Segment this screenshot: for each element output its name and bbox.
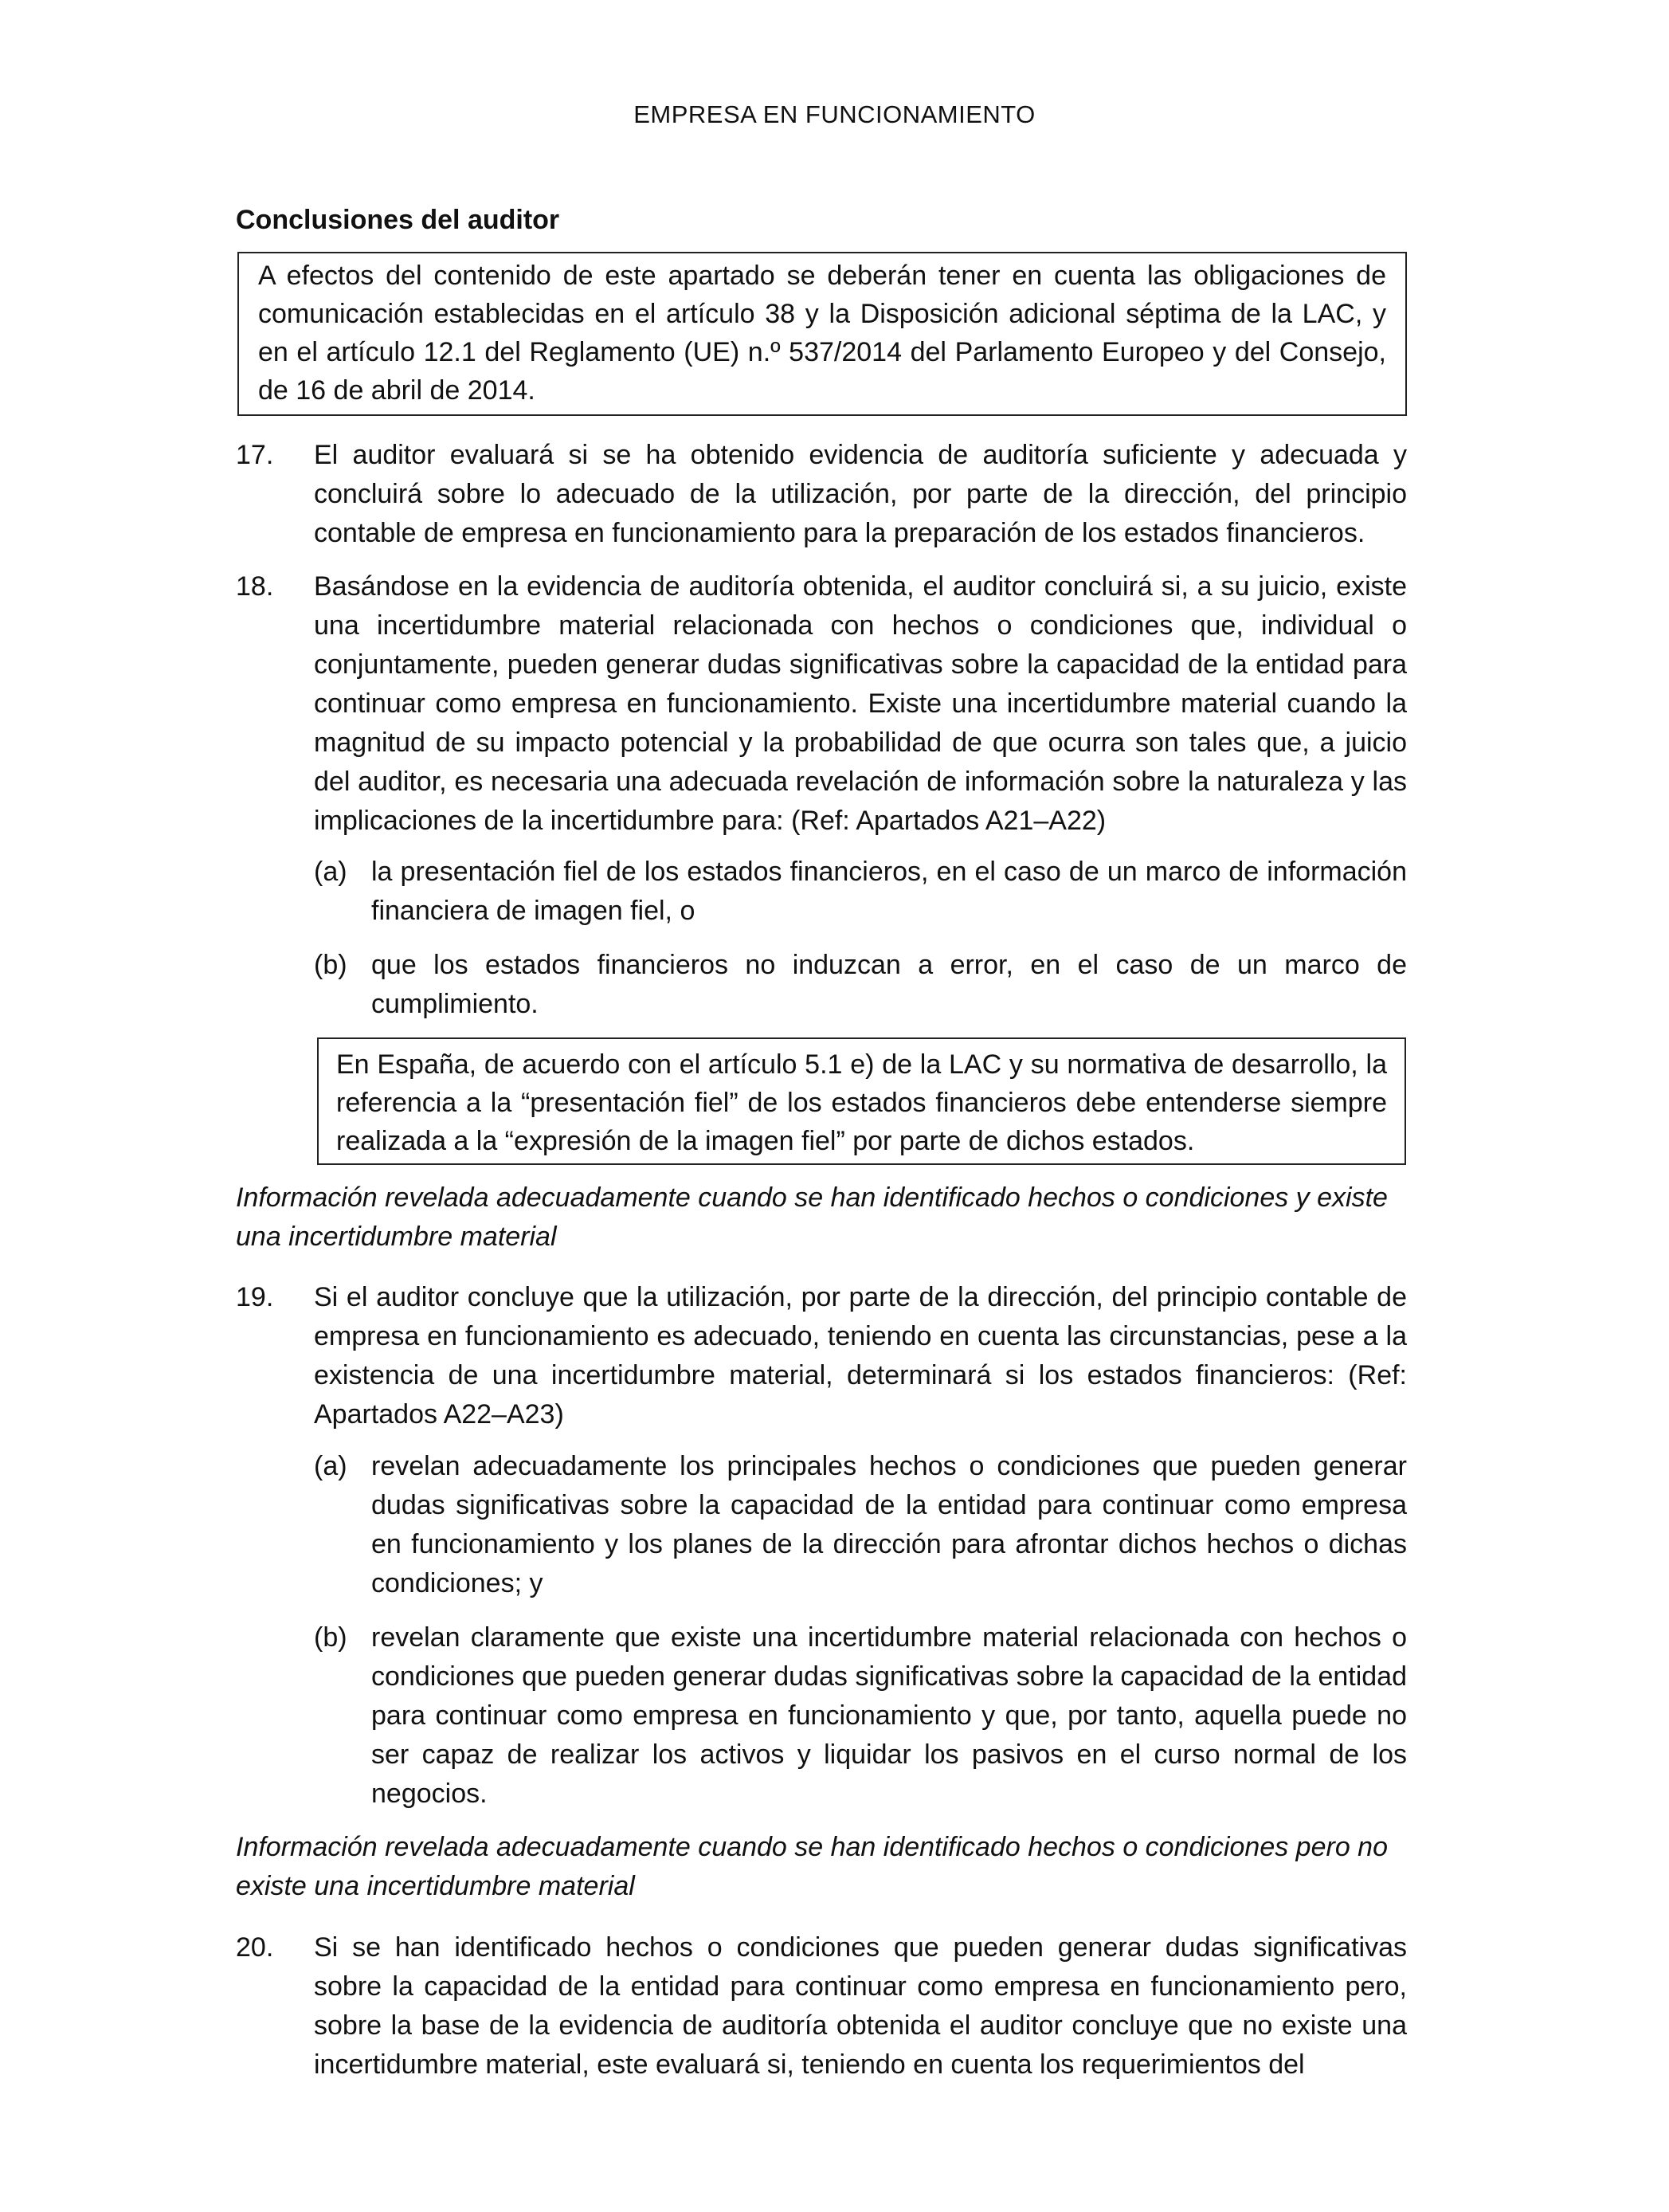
item-label: (b): [314, 950, 347, 980]
paragraph-19-item-b: [314, 1618, 1407, 1814]
paragraph-18-item-b: [314, 946, 1407, 1024]
subsection-heading-no-material-uncertainty: Información revelada adecuadamente cuando se han identificado hechos o condiciones pero no existe una incertidumbre material: [236, 1832, 1388, 1901]
paragraph-18-item-a: [314, 853, 1407, 931]
paragraph-text: El auditor evaluará si se ha obtenido evidencia de auditoría suficiente y adecuada y concluirá sobre lo adecuado de la utilización, por parte de la dirección, del principio contable de empresa en funcionamiento para la preparación de los estados financieros.: [314, 440, 1407, 548]
paragraph-19: [236, 1278, 1407, 1434]
section-title: Conclusiones del auditor: [236, 205, 560, 235]
paragraph-number: 19.: [236, 1282, 274, 1312]
item-text: revelan claramente que existe una incertidumbre material relacionada con hechos o condiciones que pueden generar dudas significativas sobre la capacidad de la entidad para continuar como empresa en funcionamiento y que, por tanto, aquella puede no ser capaz de realizar los activos y liquidar los pasivos en el curso normal de los negocios.: [371, 1622, 1407, 1809]
paragraph-text: Si se han identificado hechos o condiciones que pueden generar dudas significativas sobre la capacidad de la entidad para continuar como empresa en funcionamiento pero, sobre la base de la evidencia de auditoría obtenida el auditor concluye que no existe una incertidumbre material, este evaluará si, teniendo en cuenta los requerimientos del: [314, 1932, 1407, 2080]
item-label: (a): [314, 857, 347, 887]
item-text: que los estados financieros no induzcan a error, en el caso de un marco de cumplimiento.: [371, 950, 1407, 1019]
paragraph-number: 17.: [236, 440, 274, 470]
subsection-heading-material-uncertainty: Información revelada adecuadamente cuando se han identificado hechos o condiciones y existe una incertidumbre material: [236, 1182, 1388, 1252]
paragraph-20: [236, 1928, 1407, 2085]
paragraph-18: [236, 567, 1407, 841]
framed-note-spain-true-view: En España, de acuerdo con el artículo 5.1 e) de la LAC y su normativa de desarrollo, la referencia a la “presentación fiel” de los estados financieros debe entenderse siempre realizada a la “expresión de la imagen fiel” por parte de dichos estados.: [317, 1037, 1406, 1165]
item-label: (b): [314, 1622, 347, 1653]
paragraph-text: Si el auditor concluye que la utilización, por parte de la dirección, del principio contable de empresa en funcionamiento es adecuado, teniendo en cuenta las circunstancias, pese a la existencia de una incertidumbre material, determinará si los estados financieros: (Ref: Apartados A22–A23): [314, 1282, 1407, 1430]
running-header: EMPRESA EN FUNCIONAMIENTO: [633, 100, 1036, 128]
framed-note-lac-obligations: A efectos del contenido de este apartado se deberán tener en cuenta las obligaciones de comunicación establecidas en el artículo 38 y la Disposición adicional séptima de la LAC, y en el artículo 12.1 del Reglamento (UE) n.º 537/2014 del Parlamento Europeo y del Consejo, de 16 de abril de 2014.: [237, 252, 1407, 416]
paragraph-19-item-a: [314, 1447, 1407, 1603]
item-label: (a): [314, 1451, 347, 1481]
item-text: la presentación fiel de los estados financieros, en el caso de un marco de información financiera de imagen fiel, o: [371, 857, 1407, 926]
paragraph-number: 20.: [236, 1932, 274, 1963]
paragraph-text: Basándose en la evidencia de auditoría obtenida, el auditor concluirá si, a su juicio, existe una incertidumbre material relacionada con hechos o condiciones que, individual o conjuntamente, pueden generar dudas significativas sobre la capacidad de la entidad para continuar como empresa en funcionamiento. Existe una incertidumbre material cuando la magnitud de su impacto potencial y la probabilidad de que ocurra son tales que, a juicio del auditor, es necesaria una adecuada revelación de información sobre la naturaleza y las implicaciones de la incertidumbre para: (Ref: Apartados A21‒A22): [314, 571, 1407, 836]
item-text: revelan adecuadamente los principales hechos o condiciones que pueden generar dudas significativas sobre la capacidad de la entidad para continuar como empresa en funcionamiento y los planes de la dirección para afrontar dichos hechos o dichas condiciones; y: [371, 1451, 1407, 1598]
paragraph-number: 18.: [236, 571, 274, 602]
paragraph-17: [236, 436, 1407, 553]
